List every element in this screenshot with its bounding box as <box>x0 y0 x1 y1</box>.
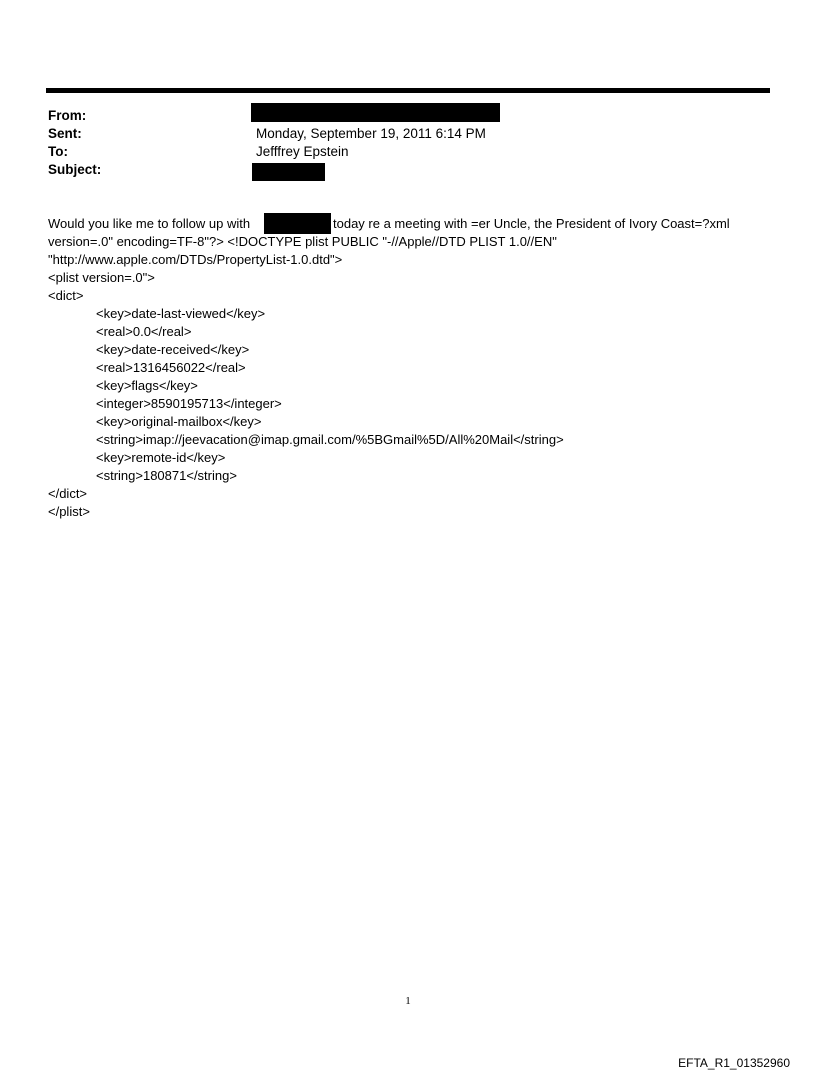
plist-line: <real>1316456022</real> <box>96 360 246 375</box>
body-line: "http://www.apple.com/DTDs/PropertyList-1.0.dtd"> <box>48 252 343 267</box>
plist-closing-line: </plist> <box>48 504 90 519</box>
plist-line: <integer>8590195713</integer> <box>96 396 282 411</box>
bates-stamp: EFTA_R1_01352960 <box>678 1056 790 1070</box>
plist-line: <key>date-last-viewed</key> <box>96 306 266 321</box>
from-label: From: <box>48 108 87 123</box>
body-redaction <box>264 213 331 234</box>
body-line-1-start: Would you like me to follow up with <box>48 216 251 231</box>
plist-line: <real>0.0</real> <box>96 324 192 339</box>
page-number: 1 <box>405 995 411 1007</box>
plist-line: <string>180871</string> <box>96 468 237 483</box>
plist-line: <key>flags</key> <box>96 378 198 393</box>
header-rule <box>46 88 770 93</box>
body-line: <plist version=.0"> <box>48 270 155 285</box>
plist-line: <key>remote-id</key> <box>96 450 226 465</box>
plist-line: <string>imap://jeevacation@imap.gmail.com/%5BGmail%5D/All%20Mail</string> <box>96 432 564 447</box>
sent-value: Monday, September 19, 2011 6:14 PM <box>256 126 486 141</box>
body-line-1-end: today re a meeting with =er Uncle, the President of Ivory Coast=?xml <box>333 216 730 231</box>
subject-redaction <box>252 163 325 181</box>
plist-line: <key>original-mailbox</key> <box>96 414 262 429</box>
sent-label: Sent: <box>48 126 82 141</box>
to-value: Jefffrey Epstein <box>256 144 349 159</box>
to-label: To: <box>48 144 68 159</box>
plist-line: <key>date-received</key> <box>96 342 250 357</box>
from-redaction <box>251 103 500 122</box>
subject-label: Subject: <box>48 162 102 177</box>
body-line: <dict> <box>48 288 84 303</box>
plist-closing-line: </dict> <box>48 486 88 501</box>
body-line: version=.0" encoding=TF-8"?> <!DOCTYPE plist PUBLIC "-//Apple//DTD PLIST 1.0//EN" <box>48 234 557 249</box>
